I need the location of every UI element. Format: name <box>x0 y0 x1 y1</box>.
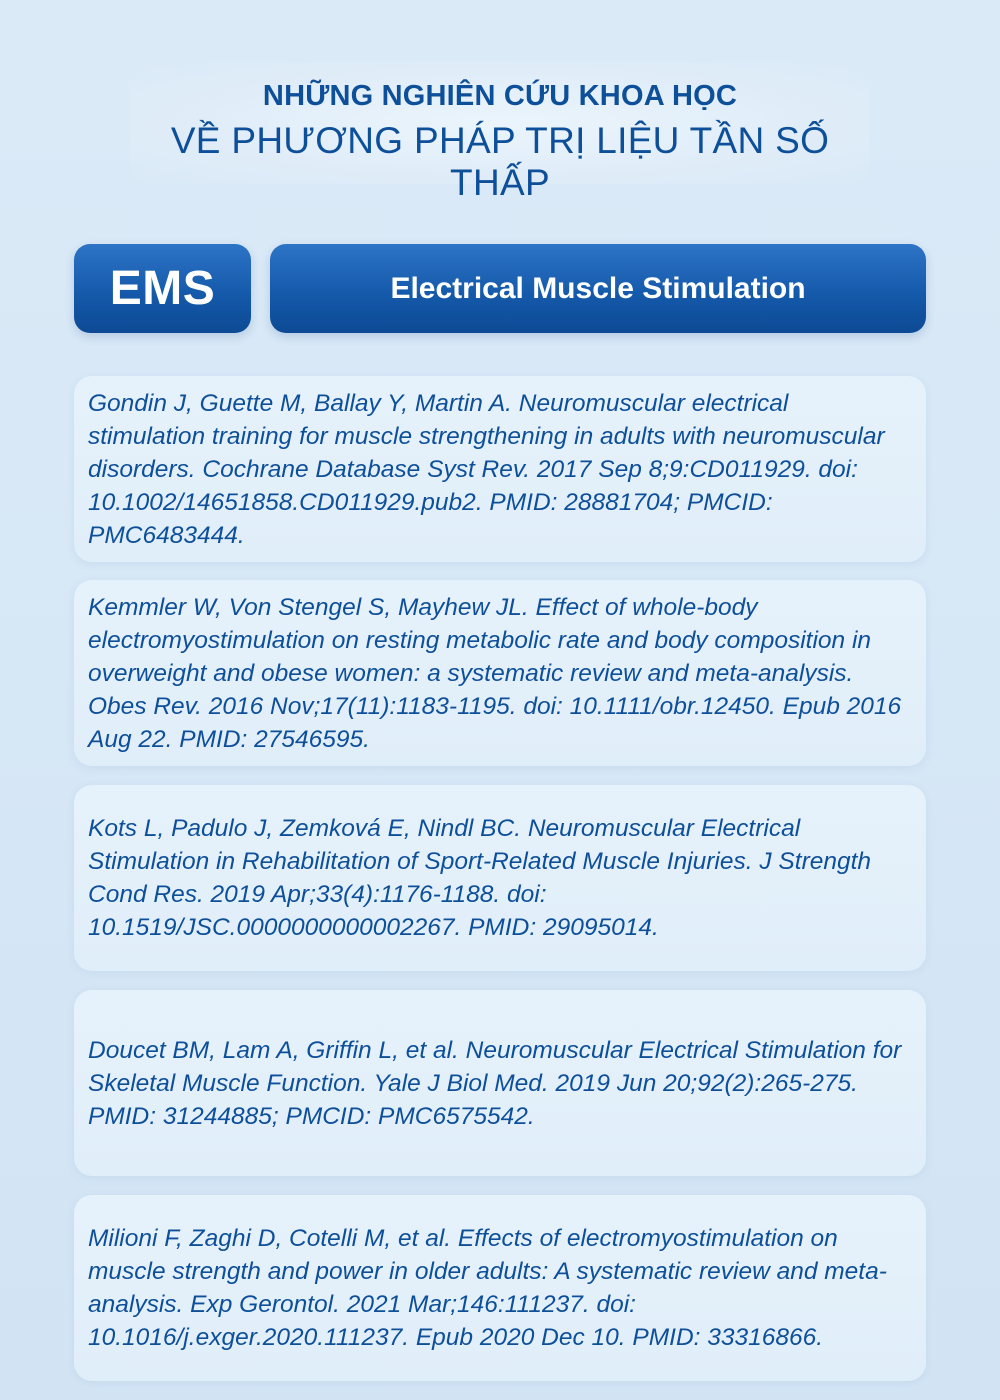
reference-card <box>74 990 926 1176</box>
reference-text: Gondin J, Guette M, Ballay Y, Martin A. Neuromuscular electrical stimulation training for muscle strengthening in adults with neuromuscular disorders. Cochrane Database Syst Rev. 2017 Sep 8;9:CD011929. doi: 10.1002/14651858.CD011929.pub2. PMID: 28881704; PMCID: PMC6483444. <box>88 389 885 549</box>
reference-card <box>74 376 926 562</box>
reference-text: Doucet BM, Lam A, Griffin L, et al. Neuromuscular Electrical Stimulation for Skeletal Muscle Function. Yale J Biol Med. 2019 Jun 20;92(2):265-275. PMID: 31244885; PMCID: PMC6575542. <box>88 1036 902 1130</box>
reference-text: Milioni F, Zaghi D, Cotelli M, et al. Effects of electromyostimulation on muscle strength and power in older adults: A systematic review and meta-analysis. Exp Gerontol. 2021 Mar;146:111237. doi: 10.1016/j.exger.2020.111237. Epub 2020 Dec 10. PMID: 33316866. <box>88 1225 887 1351</box>
reference-text: Kots L, Padulo J, Zemková E, Nindl BC. Neuromuscular Electrical Stimulation in Rehabilitation of Sport-Related Muscle Injuries. J Strength Cond Res. 2019 Apr;33(4):1176-1188. doi: 10.1519/JSC.0000000000002267. PMID: 29095014. <box>88 815 872 941</box>
section-title-banner: Electrical Muscle Stimulation <box>270 244 926 333</box>
page-title-line1: NHỮNG NGHIÊN CỨU KHOA HỌC <box>262 80 738 112</box>
reference-card <box>74 785 926 971</box>
page-title-line2: VỀ PHƯƠNG PHÁP TRỊ LIỆU TẦN SỐ THẤP <box>170 120 830 203</box>
reference-card <box>74 1195 926 1381</box>
page-header <box>130 62 870 203</box>
reference-card <box>74 580 926 766</box>
reference-text: Kemmler W, Von Stengel S, Mayhew JL. Effect of whole-body electromyostimulation on resting metabolic rate and body composition in overweight and obese women: a systematic review and meta-analysis. Obes Rev. 2016 Nov;17(11):1183-1195. doi: 10.1111/obr.12450. Epub 2016 Aug 22. PMID: 27546595. <box>88 593 902 753</box>
section-abbreviation-badge: EMS <box>74 244 251 333</box>
